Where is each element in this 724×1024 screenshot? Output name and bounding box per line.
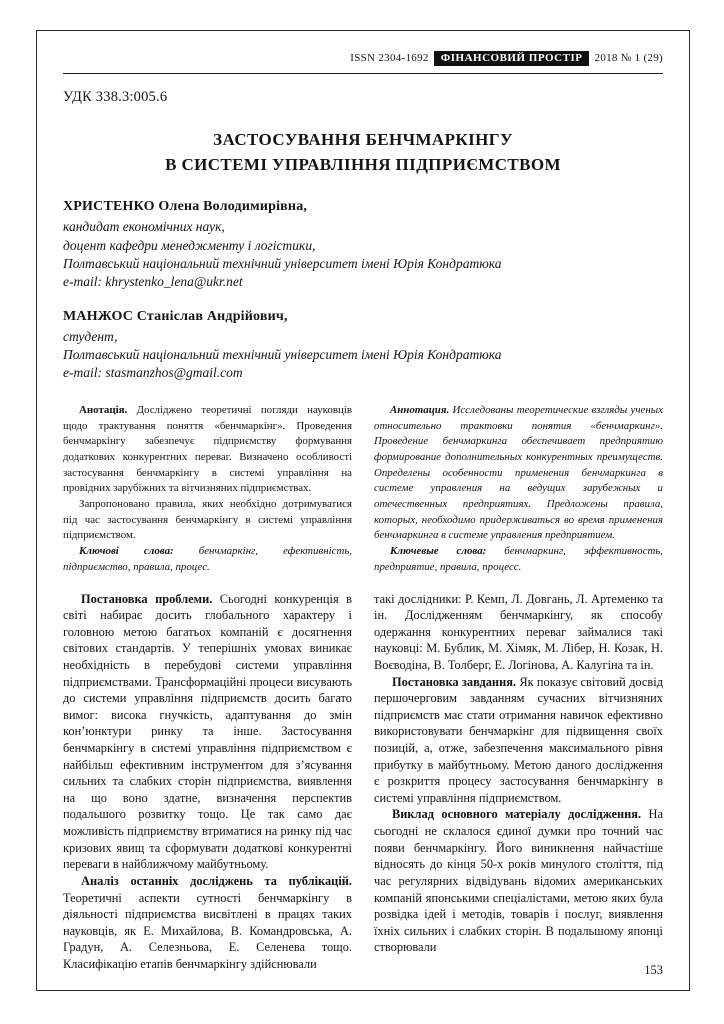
paragraph-text: Як показує світовий досвід першочерговим завданням сучасних вітчизняних підприємств має стати отримання навичок ефективно використовувати бенчмаркінг для підвищення своїх позицій, а, отже, забезпечення максимального рівня прибутку в майбутньому. Метою даного дослідження є розкриття процесу застосування бенчмаркінгу в системі управління підприємством. [374,674,664,805]
page-frame [36,30,690,991]
abstract-paragraph [63,403,352,497]
journal-header [63,51,663,66]
author-block-2 [63,309,663,383]
abstract-paragraph [374,403,663,544]
abstract-label: Аннотация. [390,403,450,416]
paragraph-text: Сьогодні конкуренція в світі набирає досить глобального характеру і головною метою багатьох компаній є досягнення світових стандартів. У теперішніх умовах виникає необхідність в перебудові системи управління підприємствами. Трансформаційні процеси висувають до системи управління підприємств досить багато вимог: висока гнучкість, адаптування до змін кон’юнктури ринку та інше. Застосування бенчмаркінгу в системі управління підприємством є найбільш ефективним інструментом для з’ясування сильних та слабких сторін підприємства, виявлення на що воно здатне, визначення перспектив подальшого розвитку тощо. Це так само дає можливість підприємству втриматися на ринку під час кризових явищ та сформувати додаткові конкурентні переваги в найближчому майбутньому. [63,591,352,872]
author-position: студент, [63,328,118,344]
paragraph-task-statement [374,674,663,807]
article-body [63,591,663,973]
udk-code: УДК 338.3:005.6 [63,89,168,105]
paragraph-lead: Аналіз останніх досліджень та публікацій. [81,873,352,888]
author-affiliation: Полтавський національний технічний університет імені Юрія Кондратюка [63,347,502,363]
page-number: 153 [644,963,663,977]
paragraph-text: На сьогодні не склалося єдиної думки про точний час появи бенчмаркінгу. Його виникнення найчастіше відносять до кінця 50-х років минулого століття, під час регулярних відвідувань відомих американських компаній японськими спеціалістами, метою яких була розвідка ідей і методів, товарів і послуг, виявлення їхніх сильних і слабких сторін. В подальшому японці створювали [374,807,663,955]
article-title-line-2: В СИСТЕМІ УПРАВЛІННЯ ПІДПРИЄМСТВОМ [165,154,561,174]
abstract-text: Досліджено теоретичні погляди науковців щодо трактування поняття «бенчмаркінг». Проведення бенчмаркінгу забезпечує підприємству формування додаткових конкурентних переваг. Визначено особливості застосування бенчмаркінгу в системі управління на провідних зарубіжних та вітчизняних підприємствах. [63,403,352,495]
paragraph-lead: Постановка завдання. [392,674,517,689]
author-degree: кандидат економічних наук, [63,219,225,235]
paragraph-literature-review [63,873,352,973]
keywords-line [63,544,352,575]
keywords-label: Ключевые слова: [390,545,487,558]
abstracts-section [63,403,663,576]
abstract-paragraph: Запропоновано правила, яких необхідно дотримуватися під час застосування бенчмаркінгу в системі управління підприємством. [63,498,352,542]
paragraph-continuation [374,591,663,674]
paragraph-lead: Постановка проблеми. [81,591,213,606]
author-affiliation: Полтавський національний технічний університет імені Юрія Кондратюка [63,256,502,271]
author-name: ХРИСТЕНКО Олена Володимирівна, [63,199,308,215]
abstract-russian [374,403,663,576]
body-column-right [374,591,663,973]
journal-name-badge: ФІНАНСОВИЙ ПРОСТІР [434,51,590,66]
paragraph-lead: Виклад основного матеріалу дослідження. [392,807,642,822]
paragraph-problem-statement [63,591,352,873]
paragraph-text: такі дослідники: Р. Кемп, Л. Довгань, Л. Артеменко та ін. Дослідженням бенчмаркінгу, як способу одержання конкурентних переваг займалися такі науковці: М. Бублик, М. Хімяк, М. Лібер, Н. Козак, Н. Воєводіна, В. Толберг, Е. Логінова, А. Калугіна та ін. [374,591,663,672]
issn-text: ISSN 2304-1692 [350,52,429,64]
author-email: e-mail: stasmanzhos@gmail.com [63,365,243,381]
article-title-line-1: ЗАСТОСУВАННЯ БЕНЧМАРКІНГУ [213,130,513,149]
author-email: e-mail: khrystenko_lena@ukr.net [63,274,243,290]
paragraph-main-material [374,806,663,955]
author-block-1 [63,199,663,291]
body-column-left [63,591,352,973]
abstract-text: Исследованы теоретические взгляды ученых относительно трактовки понятия «бенчмаркинг». Проведение бенчмаркинга обеспечивает предприятию формирование дополнительных конкурентных преимуществ. Определены особенности применения бенчмаркинга в системе управления на ведущих зарубежных и отечественных предприятиях. Предложены правила, которых, необходимо придерживаться во время применения бенчмаркинга в системе управления предприятием. [374,403,663,542]
keywords-text: бенчмаркінг, ефективність, підприємство, правила, процес. [63,545,352,573]
keywords-line [374,544,663,575]
author-position: доцент кафедри менеджменту і логістики, [63,237,316,253]
abstract-ukrainian [63,403,352,576]
header-divider [63,73,663,74]
article-title [63,128,663,177]
author-name: МАНЖОС Станіслав Андрійович, [63,308,288,324]
keywords-label: Ключові слова: [79,545,174,558]
paragraph-text: Теоретичні аспекти сутності бенчмаркінгу в діяльності підприємства висвітлені в працях таких науковців, як Е. Михайлова, В. Командровська, А. Градун, А. Селезньова, Е. Селенева тощо. Класифікацію етапів бенчмаркінгу здійснювали [63,890,352,971]
abstract-label: Анотація. [79,403,128,416]
issue-text: 2018 № 1 (29) [594,52,663,64]
keywords-text: бенчмаркинг, эффективность, предприятие, правила, процесс. [374,545,663,573]
